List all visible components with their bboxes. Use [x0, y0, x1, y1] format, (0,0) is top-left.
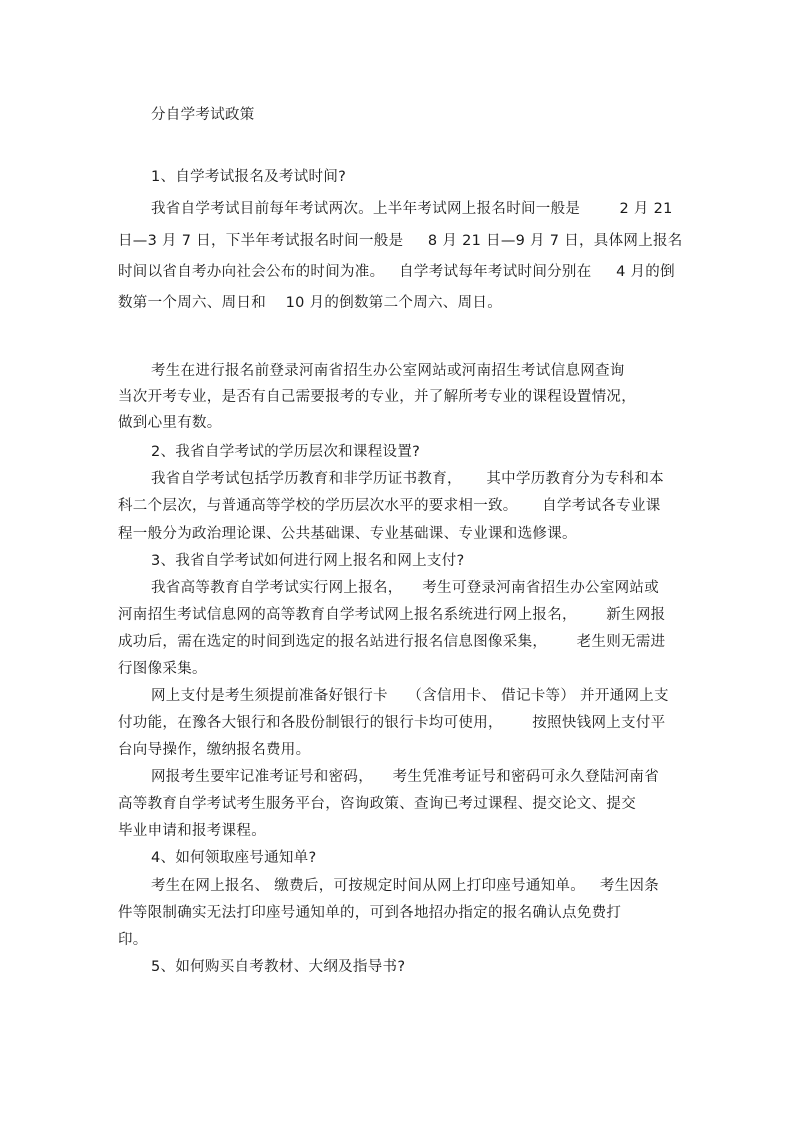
paragraph-line: 程一般分为政治理论课、公共基础课、专业基础课、专业课和选修课。 — [118, 526, 577, 542]
question-heading-4: 4、如何领取座号通知单? — [151, 850, 317, 866]
paragraph-line: 河南招生考试信息网的高等教育自学考试网上报名系统进行网上报名， 新生网报 — [118, 607, 666, 623]
paragraph-line: 科二个层次，与普通高等学校的学历层次水平的要求相一致。 自学考试各专业课 — [118, 498, 661, 514]
question-heading-5: 5、如何购买自考教材、大纲及指导书? — [151, 959, 406, 975]
paragraph-line: 件等限制确实无法打印座号通知单的，可到各地招办指定的报名确认点免费打 — [118, 905, 622, 921]
paragraph-line: 毕业申请和报考课程。 — [118, 823, 266, 839]
paragraph-line: 台向导操作，缴纳报名费用。 — [118, 742, 311, 758]
paragraph-line: 网上支付是考生须提前准备好银行卡 （含信用卡、 借记卡等） 并开通网上支 — [151, 688, 669, 704]
question-heading-3: 3、我省自学考试如何进行网上报名和网上支付? — [151, 553, 465, 569]
paragraph-line: 做到心里有数。 — [118, 415, 222, 431]
paragraph-line: 当次开考专业，是否有自己需要报考的专业，并了解所考专业的课程设置情况， — [118, 389, 636, 405]
paragraph-line: 高等教育自学考试考生服务平台，咨询政策、查询已考过课程、提交论文、提交 — [118, 796, 636, 812]
paragraph-line: 数第一个周六、周日和 10 月的倒数第二个周六、周日。 — [118, 295, 502, 311]
document-title: 分自学考试政策 — [151, 107, 255, 123]
paragraph-line: 网报考生要牢记准考证号和密码， 考生凭准考证号和密码可永久登陆河南省 — [151, 769, 660, 785]
paragraph-line: 成功后，需在选定的时间到选定的报名站进行报名信息图像采集， 老生则无需进 — [118, 634, 666, 650]
paragraph-line: 付功能，在豫各大银行和各股份制银行的银行卡均可使用， 按照快钱网上支付平 — [118, 715, 666, 731]
paragraph-line: 日—3 月 7 日，下半年考试报名时间一般是 8 月 21 日—9 月 7 日，具体网上报名 — [118, 233, 683, 249]
paragraph-line: 考生在网上报名、 缴费后，可按规定时间从网上打印座号通知单。 考生因条 — [151, 878, 660, 894]
paragraph-line: 印。 — [118, 932, 148, 948]
paragraph-line: 时间以省自考办向社会公布的时间为准。 自学考试每年考试时间分别在 4 月的倒 — [118, 264, 675, 280]
paragraph-line: 考生在进行报名前登录河南省招生办公室网站或河南招生考试信息网查询 — [151, 363, 625, 379]
paragraph-line: 我省自学考试包括学历教育和非学历证书教育， 其中学历教育分为专科和本 — [151, 471, 664, 487]
paragraph-line: 我省自学考试目前每年考试两次。上半年考试网上报名时间一般是 2 月 21 — [151, 201, 673, 217]
paragraph-line: 行图像采集。 — [118, 661, 207, 677]
paragraph-line: 我省高等教育自学考试实行网上报名， 考生可登录河南省招生办公室网站或 — [151, 580, 660, 596]
question-heading-1: 1、自学考试报名及考试时间? — [151, 169, 347, 185]
question-heading-2: 2、我省自学考试的学历层次和课程设置? — [151, 444, 421, 460]
